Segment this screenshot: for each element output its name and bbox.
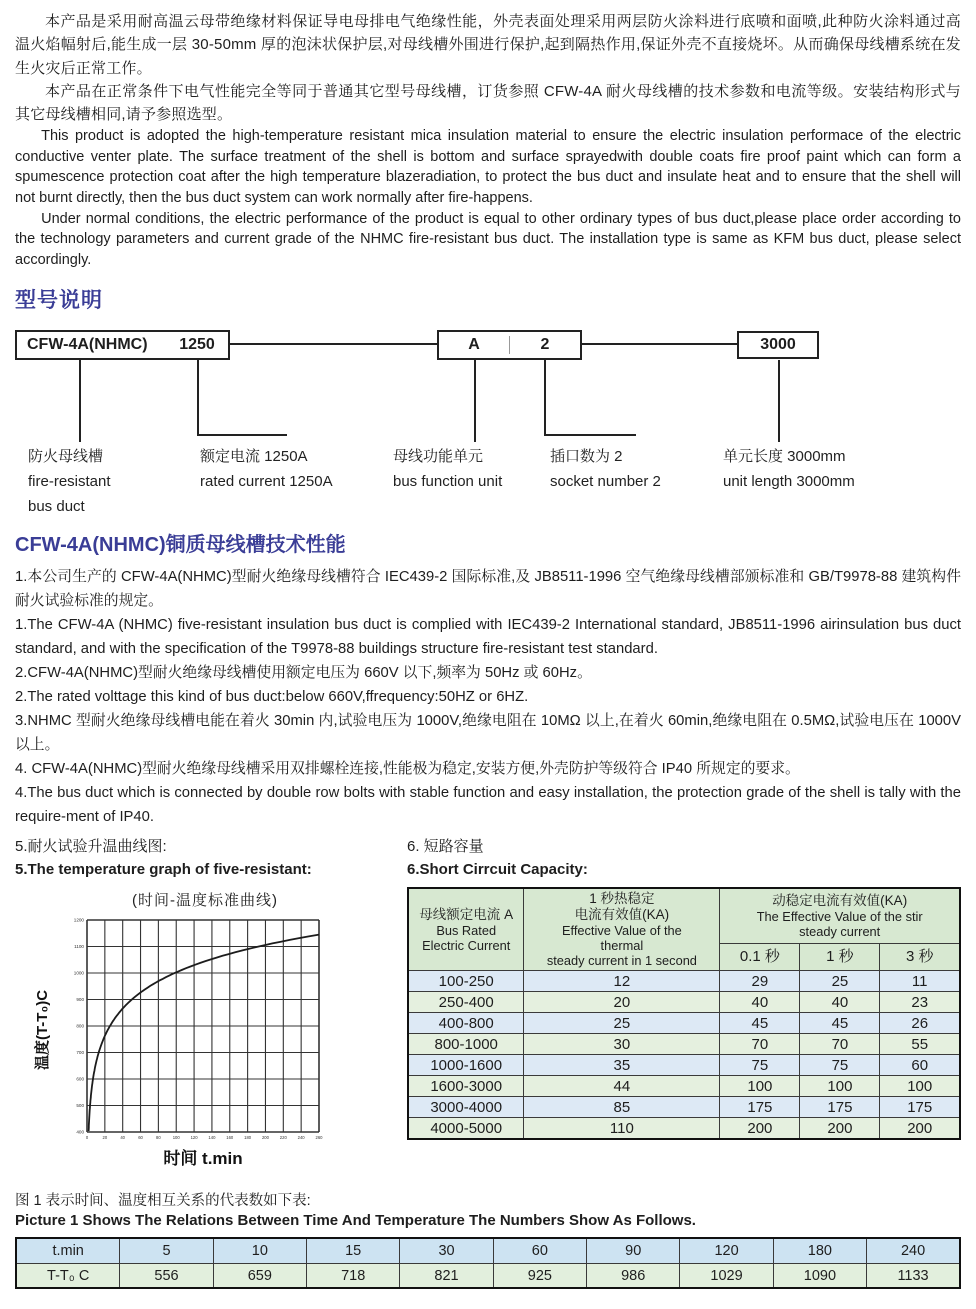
table-cell: 3000-4000 [408,1097,524,1118]
table-cell: 40 [720,992,800,1013]
y-tick-label: 1000 [73,970,84,976]
table-cell: 1090 [773,1263,866,1288]
label-line: socket number 2 [550,473,661,491]
tech-item: 4. CFW-4A(NHMC)型耐火绝缘母线槽采用双排螺栓连接,性能极为稳定,安装方便,外壳防护等级符合 IP40 所规定的要求。 [15,761,800,778]
table-cell: 175 [720,1097,800,1118]
table-cell: 15 [307,1238,400,1263]
short-circuit-capacity-table [407,887,961,1140]
table-row [408,1118,960,1140]
time-temperature-curve-svg [15,912,355,1174]
graph-and-table-columns [15,835,961,1179]
leader-line [197,360,199,436]
table-cell: 60 [880,1055,960,1076]
tech-item: 4.The bus duct which is connected by double row bolts with stable function and easy installation, the protection grade of the shell is tally with the require-ment of IP40. [15,785,961,826]
x-tick-label: 240 [297,1135,305,1141]
model-box-length [737,331,819,359]
label-line: bus duct [28,498,85,516]
table-cell: 400-800 [408,1013,524,1034]
table-cell: 30 [400,1238,493,1263]
y-tick-label: 400 [76,1129,84,1135]
x-tick-label: 40 [120,1135,126,1141]
subheader-0-1-second: 0.1 秒 [720,944,800,971]
table-row [408,1055,960,1076]
table-cell: 70 [800,1034,880,1055]
model-unit-length: 3000 [760,336,796,354]
label-line: 单元长度 3000mm [723,448,846,466]
x-tick-label: 80 [156,1135,161,1141]
label-line: 防火母线槽 [28,448,104,466]
table-row [408,992,960,1013]
chart-title: (时间-温度标准曲线) [132,892,278,910]
table-cell: 70 [720,1034,800,1055]
label-line: bus function unit [393,473,503,491]
table-cell: 110 [524,1118,720,1140]
header-line: steady current in 1 second [546,953,697,969]
table-cell: 26 [880,1013,960,1034]
short-circuit-block [407,835,961,1179]
header-line: The Effective Value of the stir [756,909,923,925]
table-cell: 100 [720,1076,800,1097]
table-cell: 925 [493,1263,586,1288]
y-tick-label: 700 [76,1050,84,1056]
table-row [16,1238,960,1263]
intro-paragraph-zh-1: 本产品是采用耐高温云母带绝缘材料保证导电母排电气绝缘性能，外壳表面处理采用两层防火涂料进行底喷和面喷,此种防火涂料通过高温火焰幅射后,能生成一层 30-50mm 厚的泡沫状保护层,对母线槽外围进行保护,起到隔热作用,保证外壳不直接烧坏。从而确保母线槽系统在发生火灾后正常工作。 [15,13,961,77]
table-cell: 1000-1600 [408,1055,524,1076]
table-cell: 1600-3000 [408,1076,524,1097]
x-tick-label: 120 [190,1135,198,1141]
tech-item: 2.CFW-4A(NHMC)型耐火绝缘母线槽使用额定电压为 660V 以下,频率为 50Hz 或 60Hz。 [15,665,592,682]
header-line: 母线额定电流 A [419,906,514,922]
table-cell: 20 [524,992,720,1013]
table-cell: 200 [800,1118,880,1140]
connector-line [582,343,737,345]
table-cell: 200 [880,1118,960,1140]
table-cell: 45 [800,1013,880,1034]
time-temperature-table-body [16,1238,960,1288]
time-temperature-table [15,1237,961,1289]
table-cell: 4000-5000 [408,1118,524,1140]
table-cell: 100-250 [408,971,524,992]
leader-line [474,360,476,442]
tech-item: 3.NHMC 型耐火绝缘母线槽电能在着火 30min 内,试验电压为 1000V,绝缘电阻在 10MΩ 以上,在着火 60min,绝缘电阻在 0.5MΩ,试验电压在 1000V 以上。 [15,713,961,754]
table-cell: t.min [16,1238,120,1263]
model-socket-number: 2 [509,336,580,354]
table-cell: 25 [524,1013,720,1034]
header-line: steady current [799,924,881,940]
intro-paragraph-en-1: This product is adopted the high-temperature resistant mica insulation material to ensure the electric insulation performace of the electric conductive venter plate. The surface treatment of the shell is bottom and surface sprayedwith double coats fire proof paint which can form a spumescence protection coat after the high temperature blazeradiation, to protect the bus duct and insulate heat and to ensure that the shell will not burnt directly, then the bus duct system can work normally after fire-happens. [15,128,961,206]
label-line: 额定电流 1250A [200,448,308,466]
graph-xlabel: 时间 t.min [163,1149,243,1169]
header-line: thermal [600,938,644,954]
model-rated-current: 1250 [179,336,215,354]
item5-zh: 5.耐火试验升温曲线图: [15,838,167,856]
table-cell: 200 [720,1118,800,1140]
intro-paragraph-zh-2: 本产品在正常条件下电气性能完全等同于普通其它型号母线槽，订货参照 CFW-4A 耐火母线槽的技术参数和电流等级。安装结构形式与其它母线槽相同,请予参照选型。 [15,82,961,123]
diagram-label-bus-function [393,444,502,494]
table-cell: 75 [800,1055,880,1076]
table-cell: 25 [800,971,880,992]
table-cell: 120 [680,1238,773,1263]
y-tick-label: 900 [76,997,84,1003]
table-cell: 45 [720,1013,800,1034]
table-row [408,971,960,992]
table-cell: 29 [720,971,800,992]
tech-item: 1.本公司生产的 CFW-4A(NHMC)型耐火绝缘母线槽符合 IEC439-2 国际标准,及 JB8511-1996 空气绝缘母线槽部颁标准和 GB/T9978-88 建筑构件耐火试验标准的规定。 [15,569,961,610]
table-cell: 55 [880,1034,960,1055]
model-code: CFW-4A(NHMC) [27,336,148,354]
item6-zh: 6. 短路容量 [407,838,484,856]
diagram-label-socket-number [550,444,661,494]
x-tick-label: 20 [102,1135,108,1141]
leader-line [778,360,780,442]
table-cell: 556 [120,1263,213,1288]
table-cell: 5 [120,1238,213,1263]
intro-paragraph-en-2: Under normal conditions, the electric performance of the product is equal to other ordinary types of bus duct,please place order according to the technology parameters and current grade of the NHMC fire-resistant bus duct. The installation type is same as KFM bus duct, please select accordingly. [15,210,961,268]
leader-line [79,360,81,442]
table-cell: 10 [213,1238,306,1263]
diagram-label-rated-current [200,444,333,494]
x-tick-label: 60 [138,1135,143,1141]
table-cell: 180 [773,1238,866,1263]
header-line: Bus Rated [436,922,497,938]
diagram-label-fire-resistant [28,444,111,519]
table-cell: 11 [880,971,960,992]
connector-line [230,343,437,345]
label-line: fire-resistant [28,473,111,491]
table-cell: 800-1000 [408,1034,524,1055]
label-line: rated current 1250A [200,473,333,491]
table-cell: T-T₀ C [16,1263,120,1288]
x-tick-label: 160 [226,1135,234,1141]
short-circuit-table-body [408,971,960,1140]
table-cell: 12 [524,971,720,992]
y-tick-label: 1100 [74,944,84,950]
tech-item: 1.The CFW-4A (NHMC) five-resistant insulation bus duct is complied with IEC439-2 International standard, JB8511-1996 airinsulation bus duct standard, and with the specification of the T9978-88 buildings structure fire-resistant test standard. [15,617,961,658]
table-cell: 986 [587,1263,680,1288]
chart-grid [74,918,323,1140]
header-line: Electric Current [422,937,511,953]
temperature-graph-block [15,835,407,1179]
y-tick-label: 500 [76,1103,84,1109]
model-number-diagram [15,322,961,514]
table-row [408,1097,960,1118]
subheader-1-second: 1 秒 [800,944,880,971]
table-cell: 35 [524,1055,720,1076]
x-tick-label: 100 [172,1135,180,1141]
figure1-caption-en: Picture 1 Shows The Relations Between Time And Temperature The Numbers Show As Follows. [15,1212,696,1230]
x-tick-label: 180 [244,1135,252,1141]
y-tick-label: 800 [76,1023,84,1029]
header-line: 动稳定电流有效值(KA) [772,893,908,909]
column-header-thermal-steady [524,888,720,971]
table-cell: 44 [524,1076,720,1097]
table-cell: 175 [880,1097,960,1118]
column-header-stir-steady-group [720,888,960,944]
table-cell: 175 [800,1097,880,1118]
header-line: 1 秒热稳定 [589,891,655,907]
x-tick-label: 220 [279,1135,287,1141]
header-line: Effective Value of the [562,923,682,939]
model-function-unit: A [468,336,480,354]
model-box-function-socket [437,330,582,360]
label-line: 母线功能单元 [393,448,484,466]
tech-item: 2.The rated volttage this kind of bus duct:below 660V,ffrequency:50HZ or 6HZ. [15,689,529,706]
table-cell: 821 [400,1263,493,1288]
y-tick-label: 600 [76,1076,84,1082]
figure1-caption-zh: 图 1 表示时间、温度相互关系的代表数如下表: [15,1193,311,1210]
table-cell: 1029 [680,1263,773,1288]
table-cell: 75 [720,1055,800,1076]
column-header-bus-rated-current [408,888,524,971]
table-cell: 1133 [867,1263,960,1288]
table-cell: 250-400 [408,992,524,1013]
table-cell: 40 [800,992,880,1013]
item6-en: 6.Short Cirrcuit Capacity: [407,861,588,879]
graph-ylabel: 温度(T-T₀)C [34,990,51,1071]
x-tick-label: 260 [315,1135,323,1141]
x-tick-label: 200 [261,1135,269,1141]
label-line: unit length 3000mm [723,473,855,491]
leader-line [544,360,546,436]
table-cell: 100 [800,1076,880,1097]
y-tick-label: 1200 [73,917,84,923]
model-section-title: 型号说明 [15,289,103,313]
model-box-type-current [15,330,230,360]
table-cell: 90 [587,1238,680,1263]
table-cell: 23 [880,992,960,1013]
temperature-chart [15,912,407,1179]
table-row [408,1076,960,1097]
table-row [408,1013,960,1034]
table-row [16,1263,960,1288]
header-line: 电流有效值(KA) [574,907,670,923]
item5-en: 5.The temperature graph of five-resistant: [15,861,312,879]
table-cell: 60 [493,1238,586,1263]
x-tick-label: 0 [85,1135,89,1141]
subheader-3-second: 3 秒 [880,944,960,971]
table-cell: 659 [213,1263,306,1288]
table-row [408,1034,960,1055]
leader-line-foot [544,434,636,436]
label-line: 插口数为 2 [550,448,623,466]
table-cell: 100 [880,1076,960,1097]
tech-section-title: CFW-4A(NHMC)铜质母线槽技术性能 [15,534,346,557]
table-cell: 718 [307,1263,400,1288]
leader-line-foot [197,434,287,436]
diagram-label-unit-length [723,444,855,494]
table-cell: 240 [867,1238,960,1263]
table-cell: 30 [524,1034,720,1055]
table-cell: 85 [524,1097,720,1118]
x-tick-label: 140 [208,1135,216,1141]
